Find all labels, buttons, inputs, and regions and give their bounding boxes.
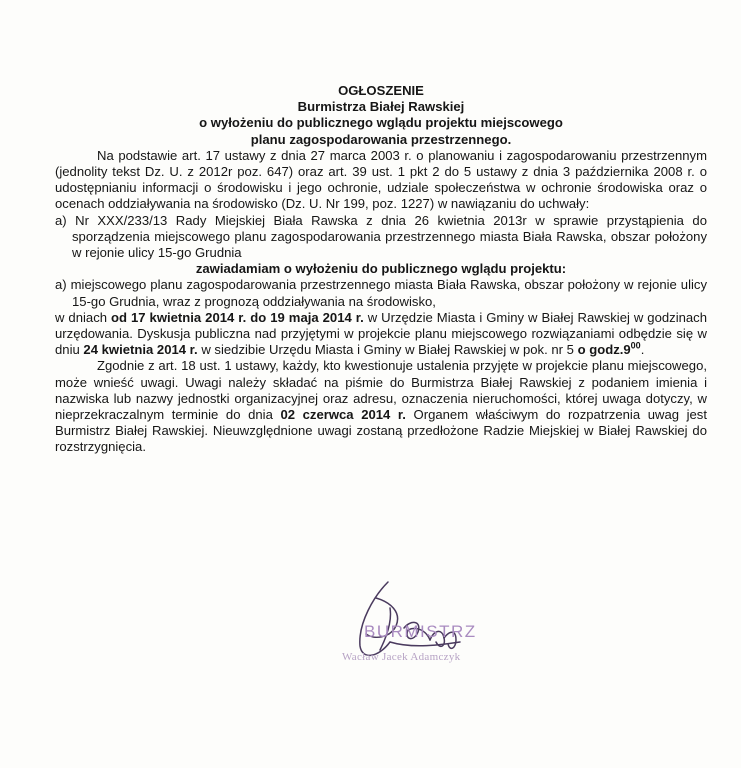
remarks-deadline: 02 czerwca 2014 r. — [280, 407, 406, 423]
remarks-text-1: Zgodnie z art. 18 ust. 1 ustawy, każdy, kto kwestionuje ustalenia przyjęte w projekcie planu miejscowego, może wnieść uwagi. Uwagi należy składać na piśmie do Burmistrza Białej Rawskiej z podaniem imienia i nazwiska lub nazwy jednostki organizacyjnej oraz adresu, oznaczenia nieruchomości, której uwaga dotyczy, w nieprzekraczalnym terminie do dnia — [55, 358, 707, 423]
mayor-stamp — [330, 568, 550, 678]
discussion-time-minutes: 00 — [630, 340, 641, 351]
exhibition-dates: od 17 kwietnia 2014 r. do 19 maja 2014 r. — [111, 309, 364, 325]
stamp-title: BURMISTRZ — [364, 622, 477, 641]
subject-line-2: planu zagospodarowania przestrzennego. — [250, 131, 512, 147]
subject-line-1: o wyłożeniu do publicznego wglądu projektu miejscowego — [199, 115, 563, 131]
discussion-date: 24 kwietnia 2014 r. — [83, 342, 198, 358]
dates-paragraph — [55, 310, 707, 359]
discussion-time — [578, 342, 641, 357]
announce-heading — [55, 261, 707, 277]
announcement-title: OGŁOSZENIE — [338, 83, 424, 98]
announce-heading-text: zawiadamiam o wyłożeniu do publicznego wglądu projektu: — [195, 261, 567, 277]
discussion-time-text: o godz.9 — [577, 342, 631, 358]
issuer-line: Burmistrza Białej Rawskiej — [297, 99, 465, 115]
dates-text-4: . — [640, 342, 645, 358]
plan-item: a) miejscowego planu zagospodarowania przestrzennego miasta Biała Rawska, obszar położony w rejonie ulicy 15-go Grudnia, wraz z prognozą oddziaływania na środowisko, — [55, 277, 707, 309]
legal-basis-paragraph: Na podstawie art. 17 ustawy z dnia 27 marca 2003 r. o planowaniu i zagospodarowaniu przestrzennym (jednolity tekst Dz. U. z 2012r poz. 647) oraz art. 39 ust. 1 pkt 2 do 5 ustawy z dnia 3 października 2008 r. o udostępnianiu informacji o środowisku i jego ochronie, udziale społeczeństwa w ochronie środowiska oraz o ocenach oddziaływania na środowisko (Dz. U. Nr 199, poz. 1227) w nawiązaniu do uchwały: — [55, 147, 707, 212]
resolution-item: a) Nr XXX/233/13 Rady Miejskiej Biała Rawska z dnia 26 kwietnia 2013r w sprawie przystąpienia do sporządzenia miejscowego planu zagospodarowania przestrzennego miasta Biała Rawska, obszar położony w rejonie ulicy 15-go Grudnia — [55, 212, 707, 261]
dates-text-1: w dniach — [55, 309, 112, 325]
remarks-paragraph — [55, 358, 707, 455]
announcement — [55, 83, 707, 456]
dates-text-3: w siedzibie Urzędu Miasta i Gminy w Białej Rawskiej w pok. nr 5 — [197, 342, 578, 358]
remarks-text-2: Organem właściwym do rozpatrzenia uwag jest Burmistrz Białej Rawskiej. Nieuwzględnione uwagi zostaną przedłożone Radzie Miejskiej w Białej Rawskiej do rozstrzygnięcia. — [55, 407, 707, 455]
stamp-name: Wacław Jacek Adamczyk — [342, 651, 461, 663]
dates-text-2: w Urzędzie Miasta i Gminy w Białej Rawskiej w godzinach urzędowania. Dyskusja publiczna nad przyjętymi w projekcie planu miejscowego rozwiązaniami odbędzie się w dniu — [55, 309, 707, 358]
